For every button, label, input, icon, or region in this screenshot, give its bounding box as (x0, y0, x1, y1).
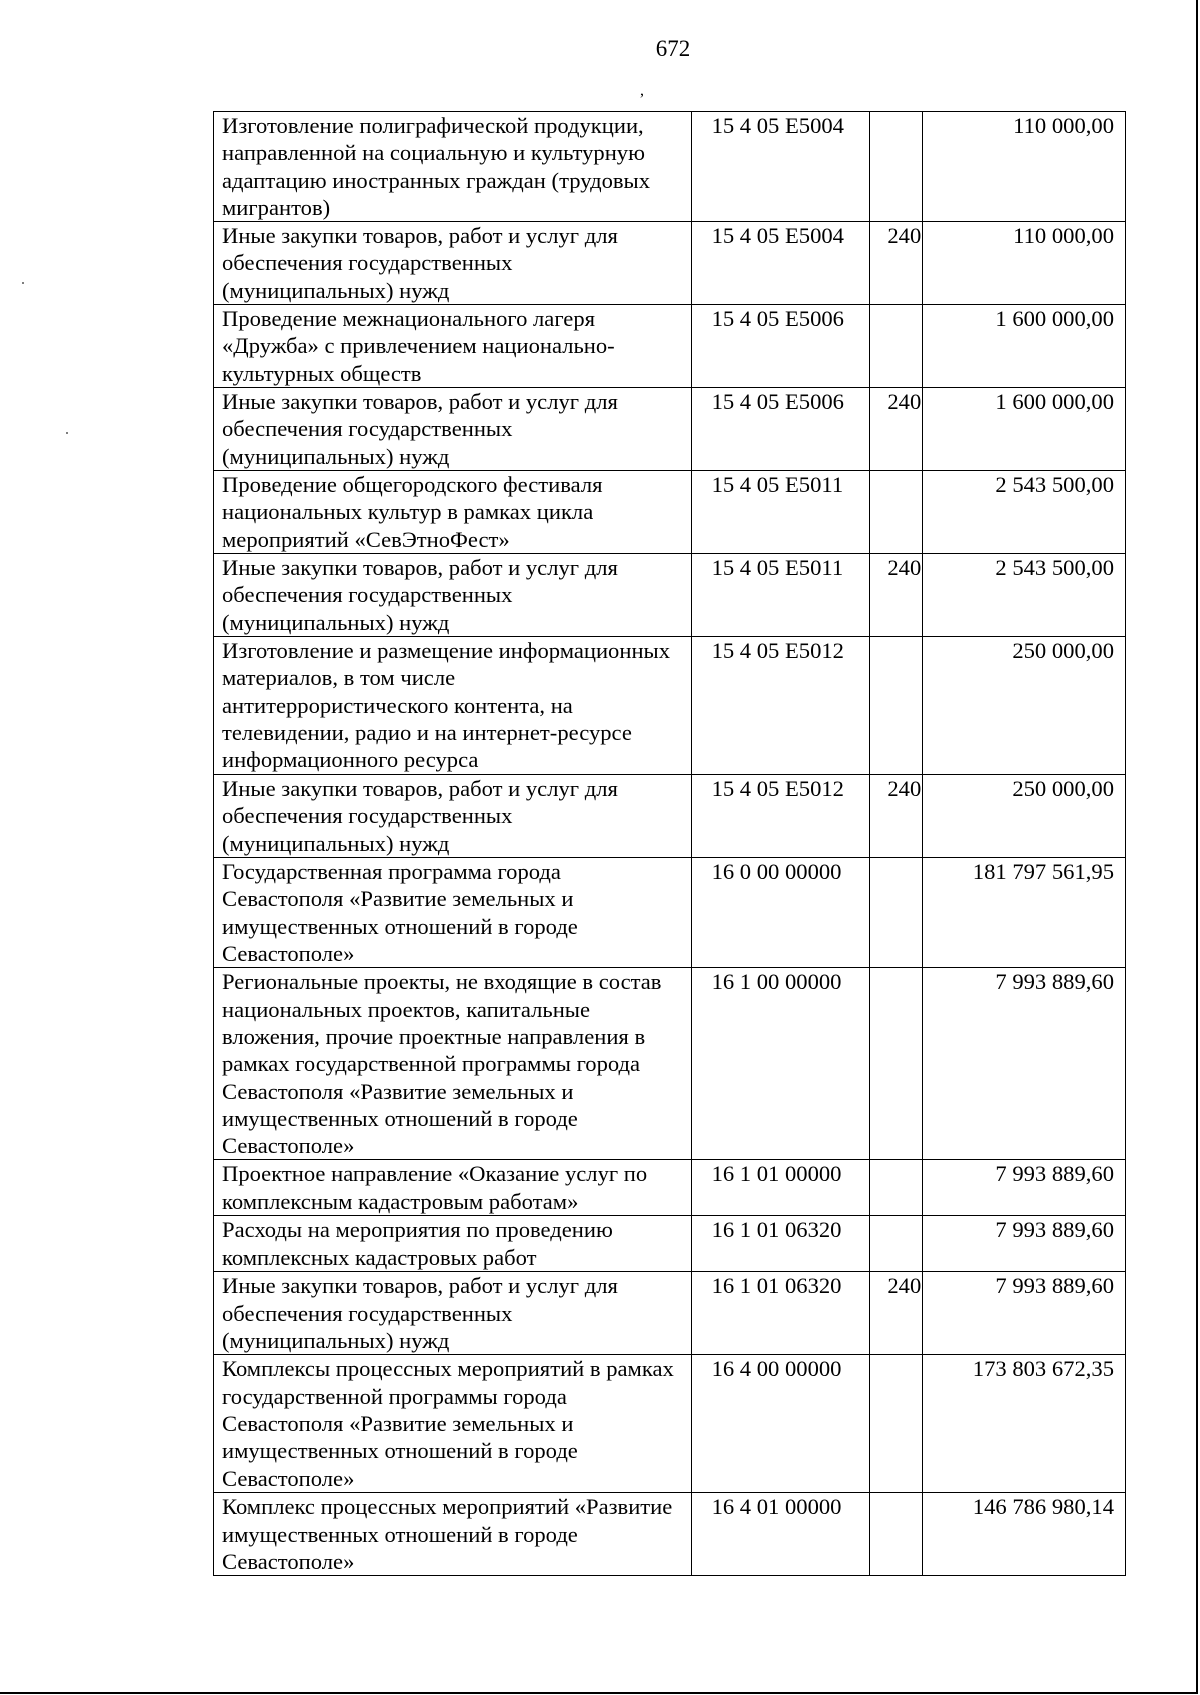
row-name: Комплекс процессных мероприятий «Развитие имущественных отношений в городе Севастополе» (214, 1493, 692, 1576)
table-row (214, 858, 1126, 968)
row-amount: 250 000,00 (922, 637, 1125, 775)
row-type (870, 968, 923, 1160)
table-row (214, 388, 1126, 471)
row-amount: 7 993 889,60 (922, 1160, 1125, 1216)
row-code: 15 4 05 E5006 (691, 388, 870, 471)
row-amount: 110 000,00 (922, 222, 1125, 305)
row-code: 15 4 05 E5011 (691, 471, 870, 554)
row-type (870, 471, 923, 554)
row-name: Изготовление и размещение информационных материалов, в том числе антитеррористического контента, на телевидении, радио и на интернет-ресурсе информационного ресурса (214, 637, 692, 775)
row-name: Проведение общегородского фестиваля национальных культур в рамках цикла мероприятий «СевЭтноФест» (214, 471, 692, 554)
row-type (870, 1216, 923, 1272)
row-amount: 173 803 672,35 (922, 1355, 1125, 1493)
row-name: Иные закупки товаров, работ и услуг для обеспечения государственных (муниципальных) нужд (214, 554, 692, 637)
row-name: Иные закупки товаров, работ и услуг для обеспечения государственных (муниципальных) нужд (214, 388, 692, 471)
row-name: Иные закупки товаров, работ и услуг для обеспечения государственных (муниципальных) нужд (214, 1272, 692, 1355)
row-amount: 7 993 889,60 (922, 1216, 1125, 1272)
row-code: 15 4 05 E5011 (691, 554, 870, 637)
row-amount: 181 797 561,95 (922, 858, 1125, 968)
table-row (214, 775, 1126, 858)
table-row (214, 1272, 1126, 1355)
row-type (870, 637, 923, 775)
row-name: Региональные проекты, не входящие в состав национальных проектов, капитальные вложения, прочие проектные направления в рамках государственной программы города Севастополя «Развитие земельных и имущественных отношений в городе Севастополе» (214, 968, 692, 1160)
row-type (870, 1493, 923, 1576)
row-name: Проведение межнационального лагеря «Дружба» с привлечением национально-культурных обществ (214, 305, 692, 388)
row-name: Изготовление полиграфической продукции, направленной на социальную и культурную адаптацию иностранных граждан (трудовых мигрантов) (214, 112, 692, 222)
table-row (214, 1355, 1126, 1493)
row-code: 16 1 01 06320 (691, 1272, 870, 1355)
row-type (870, 858, 923, 968)
row-type (870, 1355, 923, 1493)
row-amount: 110 000,00 (922, 112, 1125, 222)
row-code: 15 4 05 E5012 (691, 775, 870, 858)
row-code: 15 4 05 E5004 (691, 112, 870, 222)
row-type: 240 (870, 554, 923, 637)
row-code: 15 4 05 E5006 (691, 305, 870, 388)
row-code: 16 4 01 00000 (691, 1493, 870, 1576)
row-type: 240 (870, 222, 923, 305)
table-row (214, 1493, 1126, 1576)
row-amount: 2 543 500,00 (922, 471, 1125, 554)
table-row (214, 637, 1126, 775)
table-row (214, 471, 1126, 554)
row-code: 16 1 01 00000 (691, 1160, 870, 1216)
row-type (870, 112, 923, 222)
row-amount: 1 600 000,00 (922, 388, 1125, 471)
row-name: Государственная программа города Севастополя «Развитие земельных и имущественных отношений в городе Севастополе» (214, 858, 692, 968)
row-code: 16 0 00 00000 (691, 858, 870, 968)
table-row (214, 554, 1126, 637)
row-code: 15 4 05 E5004 (691, 222, 870, 305)
row-name: Комплексы процессных мероприятий в рамках государственной программы города Севастополя «Развитие земельных и имущественных отношений в городе Севастополе» (214, 1355, 692, 1493)
row-code: 15 4 05 E5012 (691, 637, 870, 775)
row-name: Иные закупки товаров, работ и услуг для обеспечения государственных (муниципальных) нужд (214, 222, 692, 305)
row-type (870, 1160, 923, 1216)
row-amount: 250 000,00 (922, 775, 1125, 858)
scan-mark: , (640, 82, 644, 99)
row-name: Расходы на мероприятия по проведению комплексных кадастровых работ (214, 1216, 692, 1272)
budget-table (213, 111, 1126, 1576)
row-type: 240 (870, 388, 923, 471)
row-amount: 146 786 980,14 (922, 1493, 1125, 1576)
row-amount: 7 993 889,60 (922, 1272, 1125, 1355)
row-code: 16 1 01 06320 (691, 1216, 870, 1272)
table-row (214, 305, 1126, 388)
scan-dot (66, 432, 68, 434)
scan-dot (22, 282, 24, 284)
table-row (214, 1160, 1126, 1216)
row-type: 240 (870, 775, 923, 858)
page-number: 672 (655, 36, 691, 61)
table-row (214, 968, 1126, 1160)
row-amount: 1 600 000,00 (922, 305, 1125, 388)
row-type (870, 305, 923, 388)
table-row (214, 1216, 1126, 1272)
row-amount: 7 993 889,60 (922, 968, 1125, 1160)
row-code: 16 4 00 00000 (691, 1355, 870, 1493)
row-code: 16 1 00 00000 (691, 968, 870, 1160)
table-row (214, 112, 1126, 222)
table-row (214, 222, 1126, 305)
row-name: Проектное направление «Оказание услуг по комплексным кадастровым работам» (214, 1160, 692, 1216)
row-type: 240 (870, 1272, 923, 1355)
row-name: Иные закупки товаров, работ и услуг для обеспечения государственных (муниципальных) нужд (214, 775, 692, 858)
row-amount: 2 543 500,00 (922, 554, 1125, 637)
